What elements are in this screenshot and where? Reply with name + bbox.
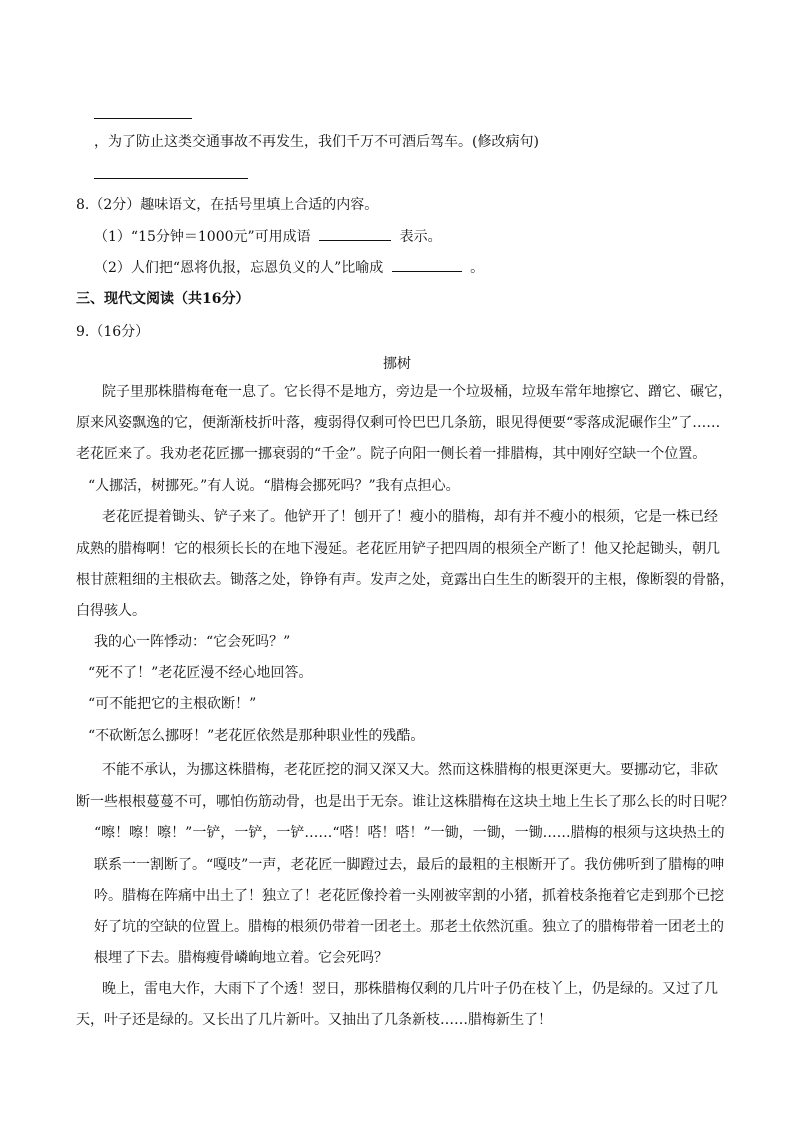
passage-line: “不砍断怎么挪呀！”老花匠依然是那种职业性的残酷。 xyxy=(88,728,425,744)
passage-line: “嚓！嚓！嚓！”一铲，一铲，一铲……“嗒！嗒！嗒！”一锄，一锄，一锄……腊梅的根须与这块热土的 xyxy=(94,825,725,841)
passage-line: “人挪活，树挪死。”有人说。“腊梅会挪死吗？”我有点担心。 xyxy=(88,478,460,494)
passage-line: 老花匠来了。我劝老花匠挪一挪衰弱的“千金”。院子向阳一侧长着一排腊梅，其中刚好空缺一个位置。 xyxy=(76,446,707,462)
passage-line: 原来风姿飘逸的它，便渐渐枝折叶落，瘦弱得仅剩可怜巴巴几条筋，眼见得便要“零落成泥碾作尘”了…… xyxy=(76,415,721,431)
answer-blank-q7[interactable] xyxy=(94,178,248,179)
passage-line: 联系一一割断了。“嘎吱”一声，老花匠一脚蹬过去，最后的最粗的主根断开了。我仿佛听到了腊梅的呻 xyxy=(94,857,725,873)
passage-line: 断一些根根蔓蔓不可，哪怕伤筋动骨，也是出于无奈。谁让这株腊梅在这块土地上生长了那么长的时日呢？ xyxy=(76,794,734,810)
passage-line: 天，叶子还是绿的。又长出了几片新叶。又抽出了几条新枝……腊梅新生了！ xyxy=(76,1012,552,1028)
passage-line: 晚上，雷电大作，大雨下了个透！翌日，那株腊梅仅剩的几片叶子仍在枝丫上，仍是绿的。又过了几 xyxy=(102,981,718,997)
section-3-heading: 三、现代文阅读（共16分） xyxy=(76,291,250,307)
passage-line: 成熟的腊梅啊！它的根须长长的在地下漫延。老花匠用铲子把四周的根须全产断了！他又抡起锄头，朝几 xyxy=(76,541,720,557)
q8-item-1-text: （1）“15分钟＝1000元”可用成语 xyxy=(94,229,311,245)
q8-stem: 8.（2分）趣味语文，在括号里填上合适的内容。 xyxy=(76,197,379,213)
passage-line: “可不能把它的主根砍断！” xyxy=(88,696,257,712)
passage-line: 白得骇人。 xyxy=(76,603,146,619)
passage-line: 根埋了下去。腊梅瘦骨嶙峋地立着。它会死吗？ xyxy=(94,950,388,966)
q8-item-2 xyxy=(94,259,484,277)
passage-line: 不能不承认，为挪这株腊梅，老花匠挖的洞又深又大。然而这株腊梅的根更深更大。要挪动它，非砍 xyxy=(102,762,718,778)
passage-line: 我的心一阵悸动：“它会死吗？” xyxy=(94,634,291,650)
passage-line: “死不了！”老花匠漫不经心地回答。 xyxy=(88,665,313,681)
passage-line: 好了坑的空缺的位置上。腊梅的根须仍带着一团老土。那老土依然沉重。独立了的腊梅带着一团老土的 xyxy=(94,919,724,935)
q9-stem: 9.（16分） xyxy=(76,324,150,340)
q8-item-2-text: （2）人们把“恩将仇报，忘恩负义的人”比喻成 xyxy=(94,260,384,276)
q7-sentence: ，为了防止这类交通事故不再发生，我们千万不可酒后驾车。(修改病句) xyxy=(94,134,539,150)
passage-line: 老花匠提着锄头、铲子来了。他铲开了！刨开了！瘦小的腊梅，却有并不瘦小的根须，它是一株已经 xyxy=(102,509,718,525)
q8-item-2-suffix: 。 xyxy=(470,260,485,276)
passage-line: 吟。腊梅在阵痛中出土了！独立了！老花匠像拎着一头刚被宰割的小猪，抓着枝条拖着它走到那个已挖 xyxy=(94,888,724,904)
answer-blank-q8-2[interactable] xyxy=(392,259,462,272)
passage-line: 根甘蔗粗细的主根砍去。锄落之处，铮铮有声。发声之处，竟露出白生生的断裂开的主根，像断裂的骨骼， xyxy=(76,572,734,588)
passage-line: 院子里那株腊梅奄奄一息了。它长得不是地方，旁边是一个垃圾桶，垃圾车常年地擦它、蹭它、碾它， xyxy=(102,384,732,400)
answer-blank-q8-1[interactable] xyxy=(319,228,391,241)
q8-item-1 xyxy=(94,228,442,246)
passage-title: 挪树 xyxy=(383,356,411,372)
q8-item-1-suffix: 表示。 xyxy=(399,229,442,245)
answer-blank-top[interactable] xyxy=(94,118,192,119)
